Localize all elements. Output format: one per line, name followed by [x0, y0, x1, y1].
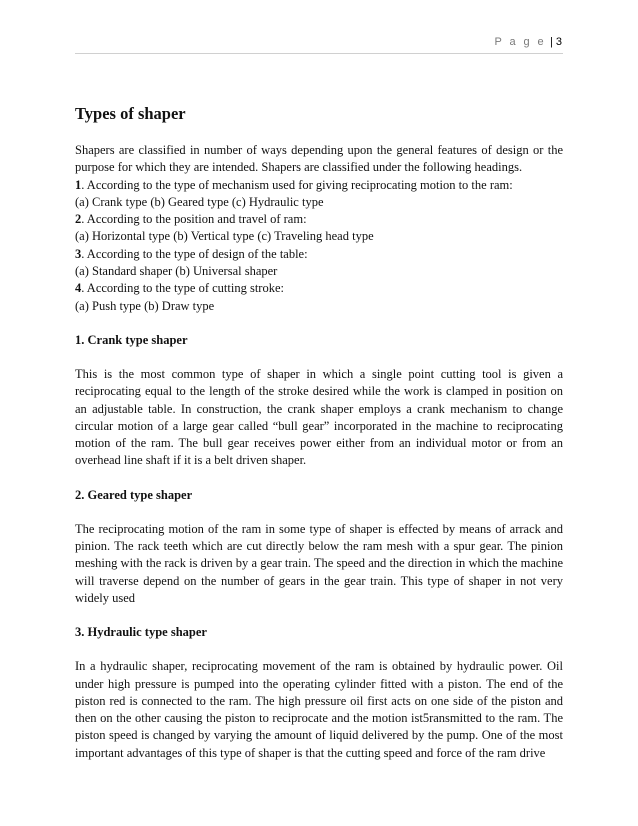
page-header [495, 36, 562, 48]
page-label: P a g e [494, 36, 547, 48]
section-body-hydraulic: In a hydraulic shaper, reciprocating movement of the ram is obtained by hydraulic power. Oil under high pressure is pumped into the operating cylinder fitted with a piston. The end of the piston red is connected to the ram. The high pressure oil first acts on one side of the piston and then on the other causing the piston to reciprocate and the motion ist5ransmitted to the ram. The piston speed is changed by varying the amount of liquid delivered by the pump. One of the most important advantages of this type of shaper is that the cutting speed and force of the ram drive [75, 659, 563, 760]
classification-heading: 4. According to the type of cutting stroke: [75, 281, 284, 296]
classification-number: 2 [75, 212, 82, 227]
page-title: Types of shaper [75, 104, 186, 123]
page-number: 3 [555, 36, 562, 48]
classification-number: 4 [75, 281, 82, 296]
section-body-geared: The reciprocating motion of the ram in some type of shaper is effected by means of arrack and pinion. The rack teeth which are cut directly below the ram mesh with a spur gear. The pinion meshing with the rack is driven by a gear train. The speed and the direction in which the machine will traverse depend on the number of gears in the gear train. This type of shaper in not very widely used [75, 521, 563, 605]
classification-list [75, 177, 563, 315]
classification-options: (a) Standard shaper (b) Universal shaper [75, 264, 278, 279]
section-heading-geared: 2. Geared type shaper [75, 487, 193, 502]
classification-options: (a) Push type (b) Draw type [75, 298, 215, 313]
classification-heading: 2. According to the position and travel of ram: [75, 212, 307, 227]
classification-heading: 3. According to the type of design of the table: [75, 246, 308, 261]
classification-number: 1 [75, 177, 82, 192]
section-heading-crank: 1. Crank type shaper [75, 332, 188, 347]
header-rule [75, 53, 563, 54]
classification-number: 3 [75, 246, 82, 261]
classification-options: (a) Horizontal type (b) Vertical type (c) Traveling head type [75, 229, 374, 244]
classification-options: (a) Crank type (b) Geared type (c) Hydraulic type [75, 194, 324, 209]
section-body-crank: This is the most common type of shaper in which a single point cutting tool is given a reciprocating equal to the length of the stroke desired while the work is clamped in position on an adjustable table. In construction, the crank shaper employs a crank mechanism to change circular motion of a large gear called “bull gear” incorporated in the machine to reciprocating motion of the ram. The bull gear receives power either from an individual motor or from an overhead line shaft if it is a belt driven shaper. [75, 366, 563, 468]
classification-heading: 1. According to the type of mechanism used for giving reciprocating motion to the ram: [75, 177, 513, 192]
section-heading-hydraulic: 3. Hydraulic type shaper [75, 625, 207, 640]
page-separator: | [550, 36, 553, 48]
intro-paragraph: Shapers are classified in number of ways depending upon the general features of design or the purpose for which they are intended. Shapers are classified under the following headings. [75, 143, 563, 175]
document-body [75, 104, 563, 762]
